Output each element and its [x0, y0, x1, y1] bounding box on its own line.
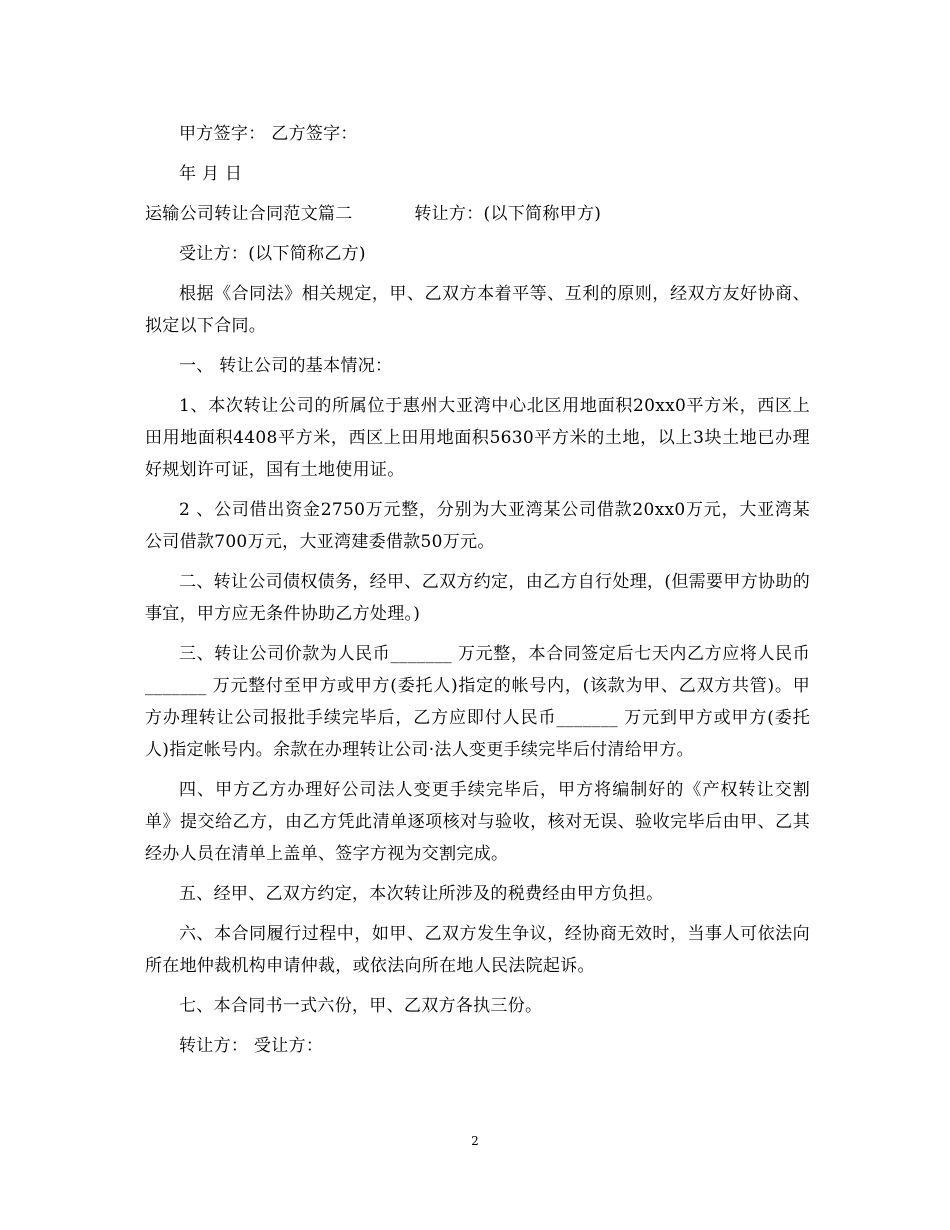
transferor-heading: 转让方：(以下简称甲方) [414, 204, 602, 224]
page-number: 2 [471, 1134, 479, 1148]
paragraph-section-6: 六、本合同履行过程中，如甲、乙双方发生争议，经协商无效时，当事人可依法向所在地仲裁机构申请仲裁，或依法向所在地人民法院起诉。 [145, 924, 810, 976]
party-b-signature-label: 乙方签字： [271, 124, 358, 144]
paragraph-section-1-item-2: 2 、公司借出资金2750万元整，分别为大亚湾某公司借款20xx0万元，大亚湾某公司借款700万元，大亚湾建委借款50万元。 [145, 500, 810, 552]
transferee-signature-label: 受让方： [253, 1036, 324, 1056]
paragraph-section-1-item-1: 1、本次转让公司的所属位于惠州大亚湾中心北区用地面积20xx0平方米，西区上田用地面积4408平方米，西区上田用地面积5630平方米的土地，以上3块土地已办理好规划许可证，国有土地使用证。 [145, 396, 810, 480]
paragraph-section-2: 二、转让公司债权债务，经甲、乙双方约定，由乙方自行处理，(但需要甲方协助的事宜，甲方应无条件协助乙方处理。) [145, 572, 810, 624]
paragraph-section-3: 三、转让公司价款为人民币_______ 万元整，本合同签定后七天内乙方应将人民币_______ 万元整付至甲方或甲方(委托人)指定的帐号内，(该款为甲、乙双方共管)。甲方办理转让公司报批手续完毕后，乙方应即付人民币_______ 万元到甲方或甲方(委托人)指定帐号内。余款在办理转让公司·法人变更手续完毕后付清给甲方。 [145, 644, 810, 760]
document-title: 运输公司转让合同范文篇二 [145, 204, 353, 224]
signature-line [145, 118, 810, 150]
date-line: 年 月 日 [179, 164, 243, 184]
title-line [145, 198, 810, 230]
transferor-signature-label: 转让方： [179, 1036, 249, 1056]
transferee-heading: 受让方：(以下简称乙方) [179, 244, 366, 264]
paragraph-section-4: 四、甲方乙方办理好公司法人变更手续完毕后，甲方将编制好的《产权转让交割单》提交给乙方，由乙方凭此清单逐项核对与验收，核对无误、验收完毕后由甲、乙其经办人员在清单上盖单、签字方视为交割完成。 [145, 780, 810, 864]
paragraph-preamble: 根据《合同法》相关规定，甲、乙双方本着平等、互利的原则，经双方友好协商、拟定以下合同。 [145, 284, 810, 336]
paragraph-section-7: 七、本合同书一式六份，甲、乙双方各执三份。 [179, 996, 543, 1016]
document-body [145, 118, 810, 1070]
paragraph-section-5: 五、经甲、乙双方约定，本次转让所涉及的税费经由甲方负担。 [179, 884, 664, 904]
paragraph-section-1-heading: 一、 转让公司的基本情况： [179, 356, 393, 376]
party-a-signature-label: 甲方签字： [179, 124, 266, 144]
final-signature-line [145, 1030, 810, 1062]
